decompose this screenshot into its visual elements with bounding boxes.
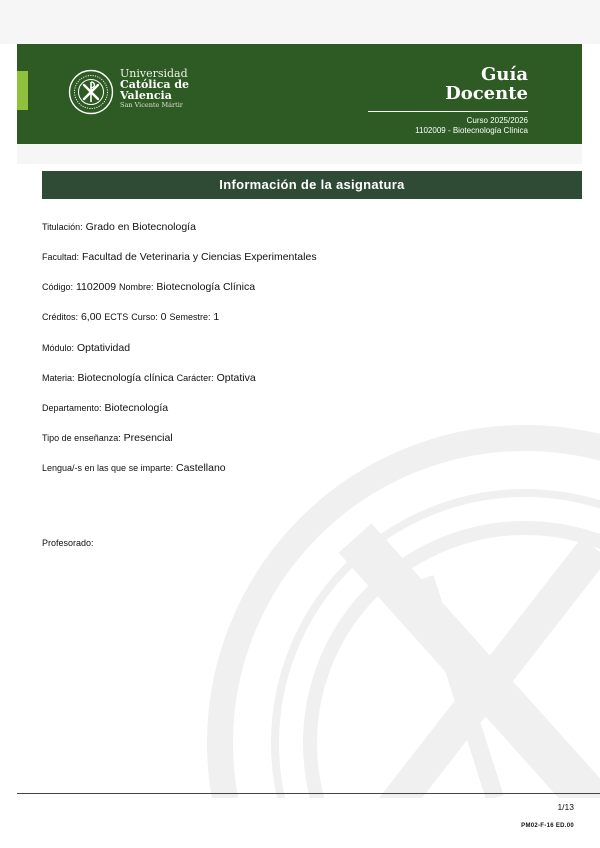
caracter-label: Carácter: <box>176 373 214 383</box>
creditos-value: 6,00 <box>80 311 102 323</box>
university-name-line1: Universidad <box>120 67 188 80</box>
tipo-value: Presencial <box>123 432 173 444</box>
ects-label: ECTS <box>104 312 129 322</box>
course-info <box>415 116 528 136</box>
university-seal-icon <box>68 69 114 115</box>
nombre-label: Nombre: <box>118 282 154 292</box>
university-name-line3: Valencia <box>120 89 172 102</box>
curso-value: 0 <box>160 311 167 323</box>
caracter-value: Optativa <box>216 372 256 384</box>
materia-label: Materia: <box>42 373 75 383</box>
guide-title-line1: Guía <box>481 64 528 85</box>
departamento-label: Departamento: <box>42 403 102 413</box>
course-year: Curso 2025/2026 <box>466 116 528 125</box>
codigo-label: Código: <box>42 282 74 292</box>
header-accent-bar <box>17 71 28 110</box>
semestre-label: Semestre: <box>169 312 211 322</box>
field-materia <box>42 372 256 384</box>
guide-title-line2: Docente <box>445 82 528 104</box>
university-name-line4: San Vicente Mártir <box>120 101 183 109</box>
modulo-value: Optatividad <box>76 342 131 354</box>
creditos-label: Créditos: <box>42 312 79 322</box>
facultad-label: Facultad: <box>42 252 80 262</box>
document-code: PM02-F-16 ED.00 <box>521 823 574 829</box>
header-divider <box>368 111 528 112</box>
modulo-label: Módulo: <box>42 343 75 353</box>
semestre-value: 1 <box>213 311 220 323</box>
field-creditos <box>42 311 219 323</box>
lengua-value: Castellano <box>176 462 226 474</box>
materia-value: Biotecnología clínica <box>77 372 174 384</box>
tipo-label: Tipo de enseñanza: <box>42 433 121 443</box>
field-facultad <box>42 251 317 263</box>
field-tipo-ensenanza <box>42 432 173 444</box>
curso-label: Curso: <box>131 312 158 322</box>
top-margin <box>0 0 600 44</box>
titulacion-label: Titulación: <box>42 222 83 232</box>
field-departamento <box>42 402 168 414</box>
university-name-line2: Católica de <box>120 78 190 91</box>
field-codigo <box>42 281 255 293</box>
page-number: 1/13 <box>557 802 574 812</box>
field-lengua <box>42 462 226 474</box>
departamento-value: Biotecnología <box>104 402 169 414</box>
course-code-title: 1102009 - Biotecnología Clínica <box>415 126 528 135</box>
header-bottom-band <box>17 144 582 164</box>
guide-title <box>445 66 528 104</box>
profesorado-label: Profesorado: <box>42 538 94 548</box>
field-titulacion <box>42 221 196 233</box>
university-name <box>120 68 189 109</box>
codigo-value: 1102009 <box>75 281 117 293</box>
titulacion-value: Grado en Biotecnología <box>85 221 196 233</box>
lengua-label: Lengua/-s en las que se imparte: <box>42 463 174 473</box>
nombre-value: Biotecnología Clínica <box>156 281 256 293</box>
facultad-value: Facultad de Veterinaria y Ciencias Experimentales <box>81 251 317 263</box>
section-title-bar: Información de la asignatura <box>42 171 582 199</box>
footer-divider <box>17 793 600 794</box>
university-watermark-icon <box>195 398 600 798</box>
field-modulo <box>42 342 130 354</box>
